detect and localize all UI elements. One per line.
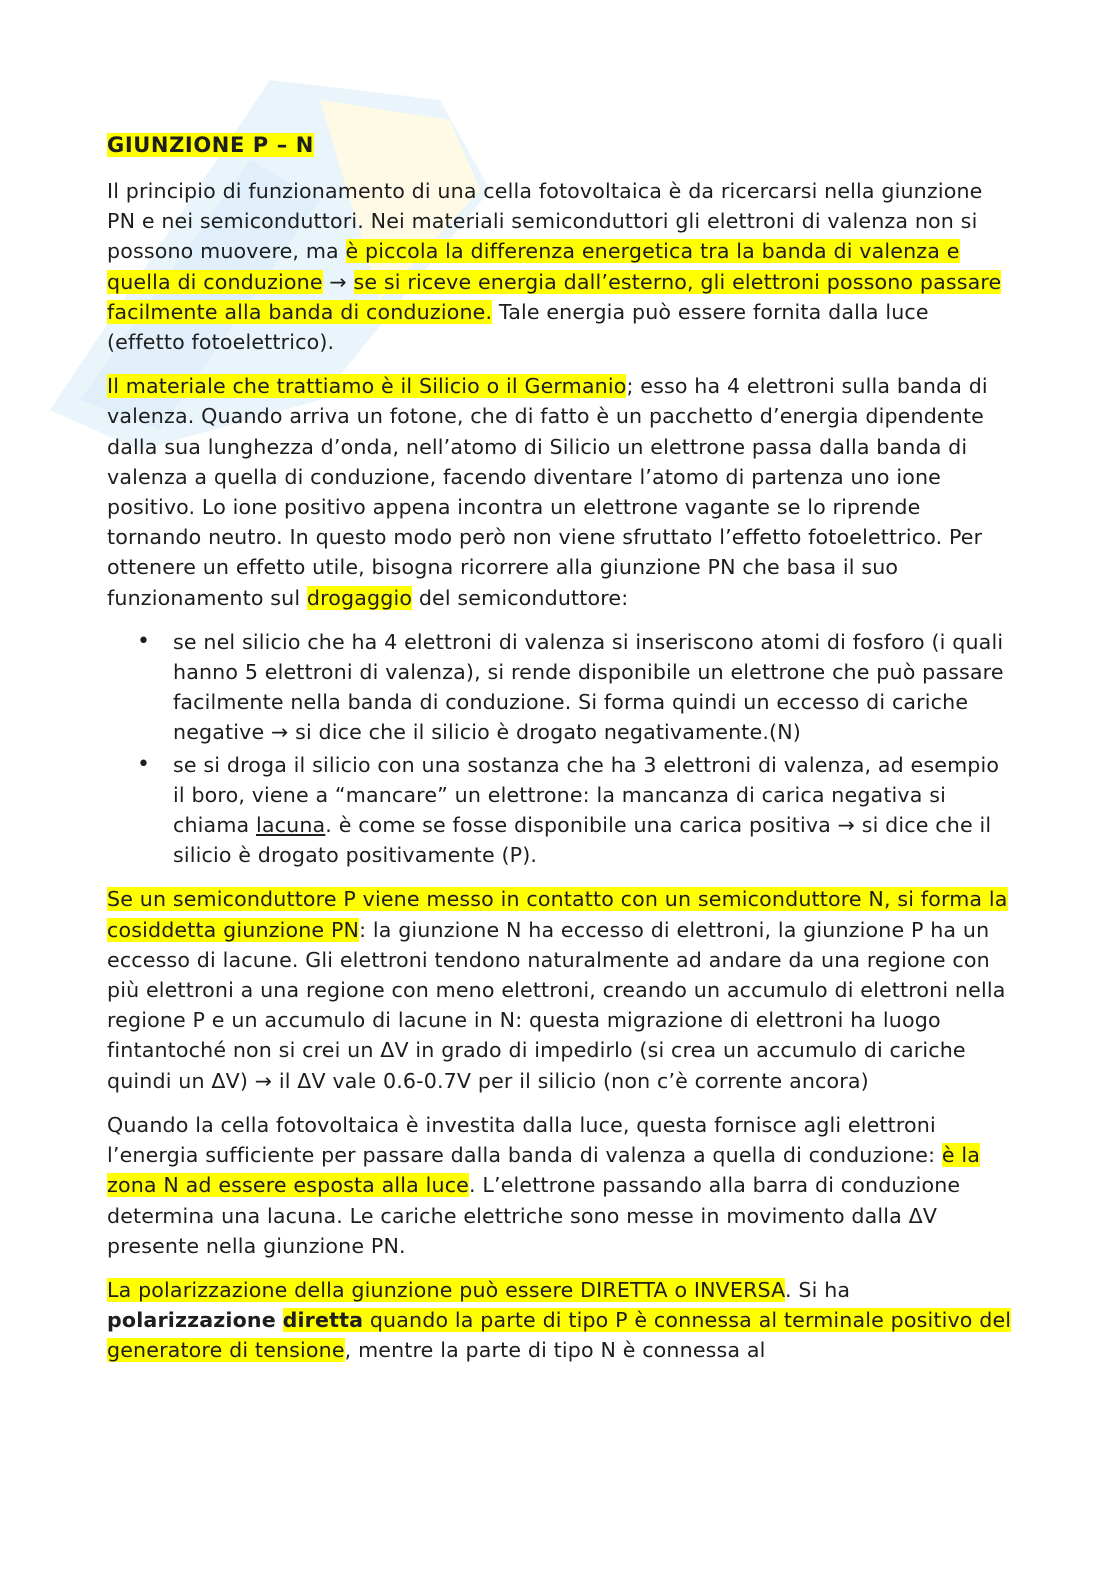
p5-bold-diretta: diretta [282, 1308, 364, 1333]
paragraph-5 [107, 1275, 1012, 1366]
p2-text-a: ; esso ha 4 elettroni sulla banda di valenza. Quando arriva un fotone, che di fatto è un pacchetto d’energia dipendente dalla sua lunghezza d’onda, nell’atomo di Silicio un elettrone passa dalla banda di valenza a quella di conduzione, facendo diventare l’atomo di partenza uno ione positivo. Lo ione positivo appena incontra un elettrone vagante se lo riprende tornando neutro. In questo modo però non viene sfruttato l’effetto fotoelettrico. Per ottenere un effetto utile, bisogna ricorrere alla giunzione PN che basa il suo funzionamento sul [107, 374, 988, 610]
paragraph-3 [107, 884, 1012, 1095]
p3-highlight-1: Se un semiconduttore P viene messo in contatto con un semiconduttore N, si forma la cosiddetta giunzione PN [107, 887, 1008, 942]
p4-text-b: . L’elettrone passando alla barra di conduzione determina una lacuna. Le cariche elettriche sono messe in movimento dalla ΔV presente nella giunzione PN. [107, 1173, 961, 1258]
p4-text-a: Quando la cella fotovoltaica è investita dalla luce, questa fornisce agli elettroni l’energia sufficiente per passare dalla banda di valenza a quella di conduzione: [107, 1112, 942, 1168]
p1-highlight-1: è piccola la differenza energetica tra la banda di valenza e quella di conduzione [107, 239, 960, 294]
bullet-list [107, 627, 1012, 871]
lacuna-term: lacuna [256, 813, 326, 838]
paragraph-2 [107, 371, 1012, 613]
title-text: GIUNZIONE P – N [107, 133, 314, 157]
p5-highlight-1: La polarizzazione della giunzione può essere DIRETTA o INVERSA [107, 1277, 786, 1302]
bullet-2-text-a: se si droga il silicio con una sostanza che ha 3 elettroni di valenza, ad esempio il boro, viene a “mancare” un elettrone: la mancanza di carica negativa si chiama [173, 752, 1000, 838]
list-item [107, 627, 1012, 748]
p3-text-a: : la giunzione N ha eccesso di elettroni, la giunzione P ha un eccesso di lacune. Gli elettroni tendono naturalmente ad andare da una regione con più elettroni a una regione con meno elettroni, creando un accumulo di elettroni nella regione P e un accumulo di lacune in N: questa migrazione di elettroni ha luogo fintantoché non si crei un ΔV in grado di impedirlo (si crea un accumulo di cariche quindi un ΔV) → il ΔV vale 0.6-0.7V per il silicio (non c’è corrente ancora) [107, 917, 1006, 1093]
page-title [107, 128, 1012, 162]
p2-highlight-1: Il materiale che trattiamo è il Silicio o il Germanio [107, 374, 627, 399]
document-body [107, 128, 1012, 1380]
paragraph-1 [107, 176, 1012, 357]
p5-space [276, 1308, 283, 1332]
p2-text-b: del semiconduttore: [412, 585, 629, 610]
p1-highlight-2: se si riceve energia dall’esterno, gli elettroni possono passare facilmente alla banda di conduzione. [107, 269, 1002, 324]
list-item [107, 750, 1012, 871]
bullet-1-text: se nel silicio che ha 4 elettroni di valenza si inseriscono atomi di fosforo (i quali hanno 5 elettroni di valenza), si rende disponibile un elettrone che può passare facilmente nella banda di conduzione. Si forma quindi un eccesso di cariche negative → si dice che il silicio è drogato negativamente.(N) [173, 629, 1004, 745]
p5-highlight-2: quando la parte di tipo P è connessa al terminale positivo del generatore di tensione [107, 1308, 1012, 1363]
paragraph-4 [107, 1110, 1012, 1261]
p1-text-c: Tale energia può essere fornita dalla luce (effetto fotoelettrico). [107, 299, 929, 355]
p5-bold-polarizzazione: polarizzazione [107, 1308, 276, 1333]
bullet-2-text-b: . è come se fosse disponibile una carica positiva → si dice che il silicio è drogato positivamente (P). [173, 813, 992, 868]
p4-highlight-1: è la zona N ad essere esposta alla luce [107, 1143, 981, 1198]
p1-text-a: Il principio di funzionamento di una cella fotovoltaica è da ricercarsi nella giunzione PN e nei semiconduttori. Nei materiali semiconduttori gli elettroni di valenza non si possono muovere, ma [107, 179, 983, 264]
p5-text-b: , mentre la parte di tipo N è connessa al [344, 1338, 766, 1363]
p5-text-a: . Si ha [785, 1277, 851, 1302]
p2-highlight-2: drogaggio [306, 585, 413, 610]
p1-arrow: → [322, 269, 354, 294]
